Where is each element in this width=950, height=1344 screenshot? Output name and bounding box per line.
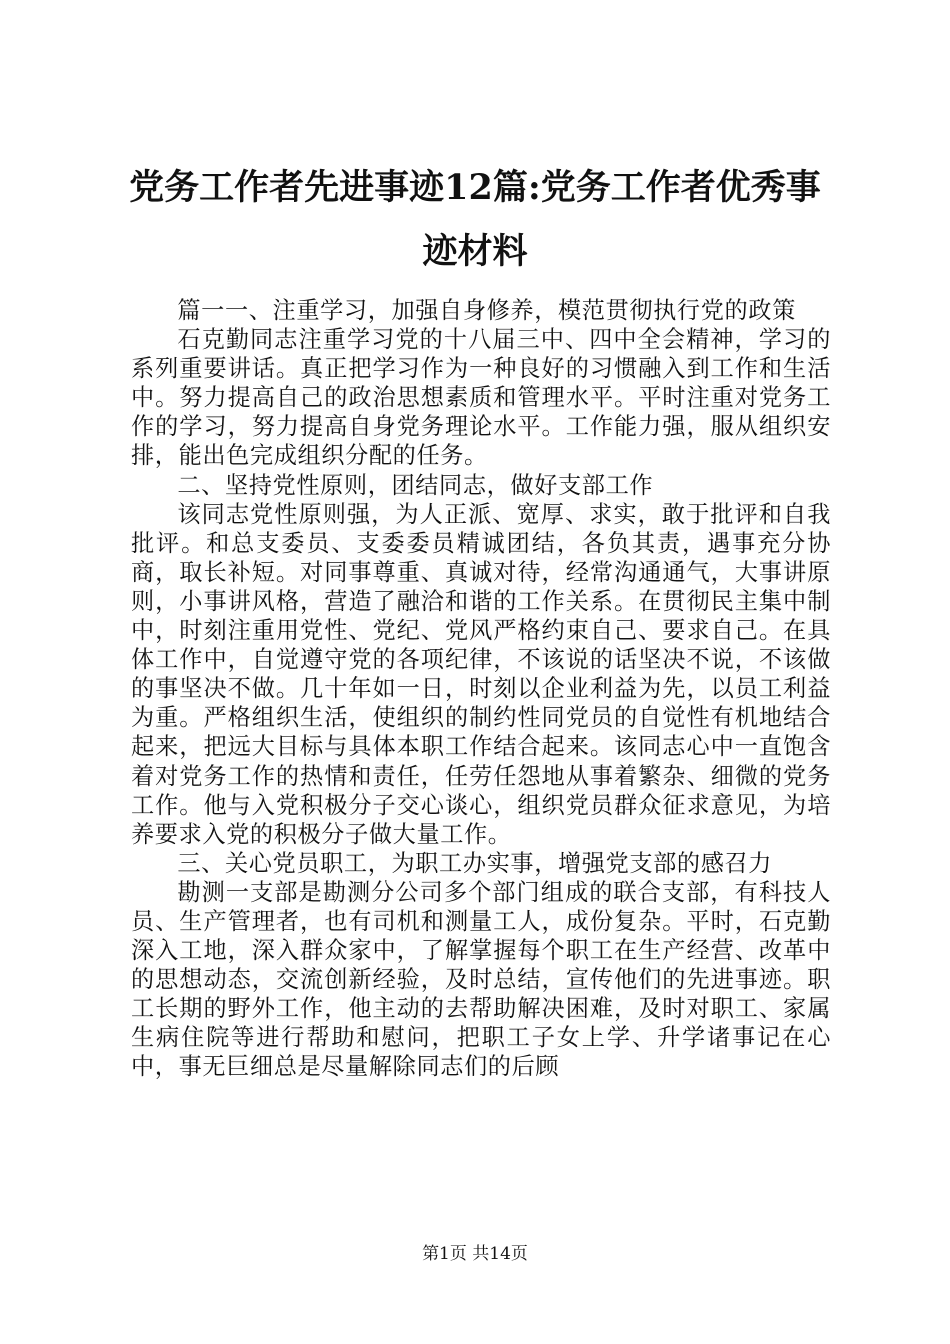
body-paragraph: 石克勤同志注重学习党的十八届三中、四中全会精神，学习的系列重要讲话。真正把学习作为一种良好的习惯融入到工作和生活中。努力提高自己的政治思想素质和管理水平。平时注重对党务工作的学习，努力提高自身党务理论水平。工作能力强，服从组织安排，能出色完成组织分配的任务。	[131, 326, 831, 470]
document-body	[131, 296, 831, 1082]
section-heading: 篇一一、注重学习，加强自身修养，模范贯彻执行党的政策	[177, 297, 796, 324]
section-heading: 二、坚持党性原则，团结同志，做好支部工作	[177, 471, 654, 499]
section-heading: 三、关心党员职工，为职工办实事，增强党支部的感召力	[177, 849, 773, 877]
page-total: 共14页	[472, 1244, 528, 1264]
page-footer	[0, 1242, 950, 1266]
body-paragraph: 勘测一支部是勘测分公司多个部门组成的联合支部，有科技人员、生产管理者，也有司机和测量工人，成份复杂。平时，石克勤深入工地，深入群众家中，了解掌握每个职工在生产经营、改革中的思想动态，交流创新经验，及时总结，宣传他们的先进事迹。职工长期的野外工作，他主动的去帮助解决困难，及时对职工、家属生病住院等进行帮助和慰问，把职工子女上学、升学诸事记在心中，事无巨细总是尽量解除同志们的后顾	[131, 878, 831, 1081]
document-title: 党务工作者先进事迹12篇:党务工作者优秀事迹材料	[129, 167, 821, 272]
page-number: 第1页	[422, 1244, 467, 1264]
body-paragraph: 该同志党性原则强，为人正派、宽厚、求实，敢于批评和自我批评。和总支委员、支委委员精诚团结，各负其责，遇事充分协商，取长补短。对同事尊重、真诚对待，经常沟通通气，大事讲原则，小事讲风格，营造了融洽和谐的工作关系。在贯彻民主集中制中，时刻注重用党性、党纪、党风严格约束自己、要求自己。在具体工作中，自觉遵守党的各项纪律，不该说的话坚决不说，不该做的事坚决不做。几十年如一日，时刻以企业利益为先，以员工利益为重。严格组织生活，使组织的制约性同党员的自觉性有机地结合起来，把远大目标与具体本职工作结合起来。该同志心中一直饱含着对党务工作的热情和责任，任劳任怨地从事着繁杂、细微的党务工作。他与入党积极分子交心谈心，组织党员群众征求意见，为培养要求入党的积极分子做大量工作。	[131, 500, 831, 848]
